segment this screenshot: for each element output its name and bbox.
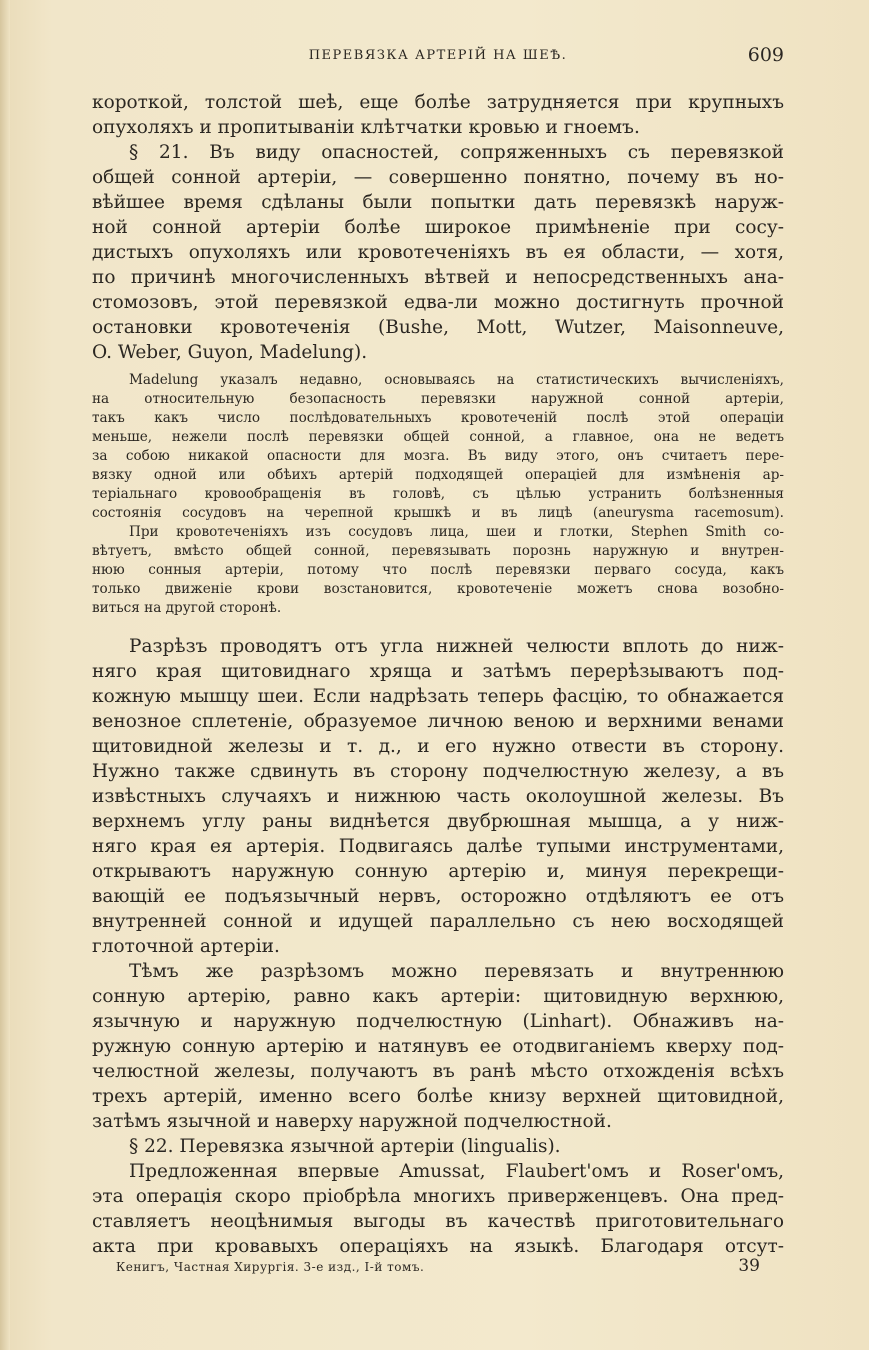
footer-signature: Кенигъ, Частная Хирургія. 3-е изд., I-й томъ. (116, 1260, 425, 1274)
text-line: няго края щитовиднаго хряща и затѣмъ перерѣзываютъ под- (92, 661, 784, 682)
text-line: кожную мышцу шеи. Если надрѣзать теперь фасцію, то обнажается (92, 686, 784, 707)
note-line: вязку одной или обѣихъ артерій подходящей операціей для измѣненія ар- (92, 467, 784, 483)
note-line: меньше, нежели послѣ перевязки общей сонной, а главное, она не ведетъ (92, 429, 784, 445)
note-line: При кровотеченіяхъ изъ сосудовъ лица, шеи и глотки, Stephen Smith со- (129, 524, 784, 540)
text-line: трехъ артерій, именно всего болѣе книзу верхней щитовидной, (92, 1086, 784, 1107)
text-line: венозное сплетеніе, образуемое личною веною и верхними венами (92, 711, 784, 732)
text-line: эта операція скоро пріобрѣла многихъ приверженцевъ. Она пред- (92, 1186, 784, 1207)
text-line: вающій ее подъязычный нервъ, осторожно отдѣляютъ ее отъ (92, 886, 784, 907)
note-line: Madelung указалъ недавно, основываясь на статистическихъ вычисленіяхъ, (129, 372, 784, 388)
text-line: по причинѣ многочисленныхъ вѣтвей и непосредственныхъ ана- (92, 267, 784, 288)
text-line: няго края ея артерія. Подвигаясь далѣе тупыми инструментами, (92, 836, 784, 857)
text-line: язычную и наружную подчелюстную (Linhart). Обнаживъ на- (92, 1011, 784, 1032)
text-line: Тѣмъ же разрѣзомъ можно перевязать и внутреннюю (129, 961, 784, 982)
note-line: на относительную безопасность перевязки наружной сонной артеріи, (92, 391, 784, 407)
page-footer (92, 1256, 784, 1278)
page-body (92, 90, 784, 1259)
text-line: челюстной железы, получаютъ въ ранѣ мѣсто отхожденія всѣхъ (92, 1061, 784, 1082)
text-line: дистыхъ опухоляхъ или кровотеченіяхъ въ ея области, — хотя, (92, 242, 784, 263)
text-line: Нужно также сдвинуть въ сторону подчелюстную железу, а въ (92, 761, 784, 782)
section-21-heading-line: § 21. Въ виду опасностей, сопряженныхъ съ перевязкой (129, 142, 784, 163)
text-line: O. Weber, Guyon, Madelung). (92, 342, 368, 363)
note-line: вѣтуетъ, вмѣсто общей сонной, перевязывать порознь наружную и внутрен- (92, 543, 784, 559)
page-number: 609 (747, 44, 784, 66)
note-line: за собою никакой опасности для мозга. Въ виду этого, онъ считаетъ пере- (92, 448, 784, 464)
note-line: такъ какъ число послѣдовательныхъ кровотеченій послѣ этой операціи (92, 410, 784, 426)
running-title: ПЕРЕВЯЗКА АРТЕРІЙ НА ШЕѢ. (308, 48, 568, 63)
text-line: опухоляхъ и пропитываніи клѣтчатки кровью и гноемъ. (92, 117, 640, 138)
note-line: состоянія сосудовъ на черепной крышкѣ и въ лицѣ (aneurysma racemosum). (92, 505, 784, 521)
text-line: Разрѣзъ проводятъ отъ угла нижней челюсти вплоть до ниж- (129, 636, 784, 657)
section-22-heading: § 22. Перевязка язычной артеріи (lingualis). (129, 1136, 561, 1157)
text-line: ружную сонную артерію и натянувъ ее отодвиганіемъ кверху под- (92, 1036, 784, 1057)
footer-sheet-number: 39 (738, 1256, 760, 1276)
text-line: ставляетъ неоцѣнимыя выгоды въ качествѣ приготовительнаго (92, 1211, 784, 1232)
text-line: стомозовъ, этой перевязкой едва-ли можно достигнуть прочной (92, 292, 784, 313)
text-line: Предложенная впервые Amussat, Flaubert'омъ и Roser'омъ, (129, 1161, 784, 1182)
text-line: остановки кровотеченія (Bushe, Mott, Wutzer, Maisonneuve, (92, 317, 784, 338)
note-line: теріальнаго кровообращенія въ головѣ, съ цѣлью устранить болѣзненныя (92, 486, 784, 502)
text-line: щитовидной железы и т. д., и его нужно отвести въ сторону. (92, 736, 784, 757)
note-line: только движеніе крови возстановится, кровотеченіе можетъ снова возобно- (92, 581, 784, 597)
page-header (92, 44, 784, 74)
text-line: верхнемъ углу раны виднѣется двубрюшная мышца, а у ниж- (92, 811, 784, 832)
page-edge-shadow (0, 0, 10, 1350)
text-line: короткой, толстой шеѣ, еще болѣе затрудняется при крупныхъ (92, 92, 784, 113)
text-line: акта при кровавыхъ операціяхъ на языкѣ. Благодаря отсут- (92, 1236, 784, 1257)
text-line: затѣмъ язычной и наверху наружной подчелюстной. (92, 1111, 612, 1132)
text-line: вѣйшее время сдѣланы были попытки дать перевязкѣ наруж- (92, 192, 784, 213)
text-line: глоточной артеріи. (92, 936, 280, 957)
spacer (92, 618, 784, 634)
text-line: извѣстныхъ случаяхъ и нижнюю часть околоушной железы. Въ (92, 786, 784, 807)
footnote-block (92, 371, 784, 618)
text-line: внутренней сонной и идущей параллельно съ нею восходящей (92, 911, 784, 932)
note-line: нюю сонныя артеріи, потому что послѣ перевязки перваго сосуда, какъ (92, 562, 784, 578)
text-line: сонную артерію, равно какъ артеріи: щитовидную верхнюю, (92, 986, 784, 1007)
text-line: общей сонной артеріи, — совершенно понятно, почему въ но- (92, 167, 784, 188)
text-line: ной сонной артеріи болѣе широкое примѣненіе при сосу- (92, 217, 784, 238)
note-line: виться на другой сторонѣ. (92, 600, 282, 616)
text-line: открываютъ наружную сонную артерію и, минуя перекрещи- (92, 861, 784, 882)
main-text-continued (92, 634, 784, 1259)
